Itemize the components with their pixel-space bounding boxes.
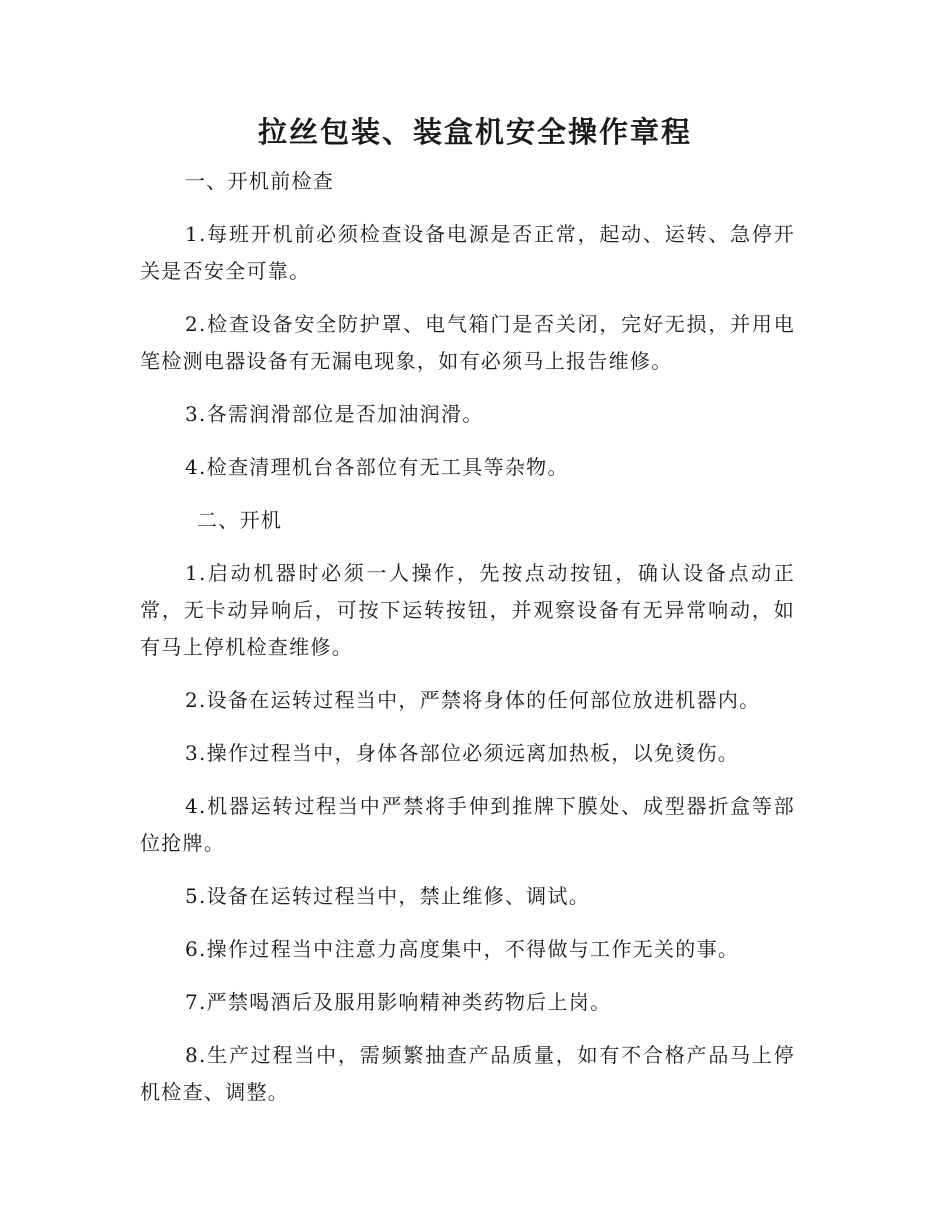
document-body (140, 163, 795, 1127)
document-title: 拉丝包装、装盒机安全操作章程 (257, 115, 692, 149)
paragraph: 1.每班开机前必须检查设备电源是否正常，起动、运转、急停开关是否安全可靠。 (140, 222, 795, 283)
paragraph: 2.检查设备安全防护罩、电气箱门是否关闭，完好无损，并用电笔检测电器设备有无漏电现象，如有必须马上报告维修。 (140, 312, 795, 373)
paragraph: 3.各需润滑部位是否加油润滑。 (185, 402, 484, 426)
section-heading-pre-start-check: 一、开机前检查 (185, 169, 335, 193)
paragraph: 1.启动机器时必须一人操作，先按点动按钮，确认设备点动正常，无卡动异响后，可按下运转按钮，并观察设备有无异常响动，如有马上停机检查维修。 (140, 561, 795, 659)
paragraph: 4.机器运转过程当中严禁将手伸到推牌下膜处、成型器折盒等部位抢牌。 (140, 794, 795, 855)
paragraph: 8.生产过程当中，需频繁抽查产品质量，如有不合格产品马上停机检查、调整。 (140, 1043, 795, 1104)
section-heading-start: 二、开机 (197, 508, 283, 532)
paragraph: 7.严禁喝酒后及服用影响精神类药物后上岗。 (185, 990, 612, 1014)
paragraph: 5.设备在运转过程当中，禁止维修、调试。 (185, 884, 591, 908)
paragraph: 3.操作过程当中，身体各部位必须远离加热板，以免烫伤。 (185, 741, 740, 765)
paragraph: 2.设备在运转过程当中，严禁将身体的任何部位放进机器内。 (185, 688, 761, 712)
paragraph: 6.操作过程当中注意力高度集中，不得做与工作无关的事。 (185, 937, 740, 961)
paragraph: 4.检查清理机台各部位有无工具等杂物。 (185, 455, 569, 479)
